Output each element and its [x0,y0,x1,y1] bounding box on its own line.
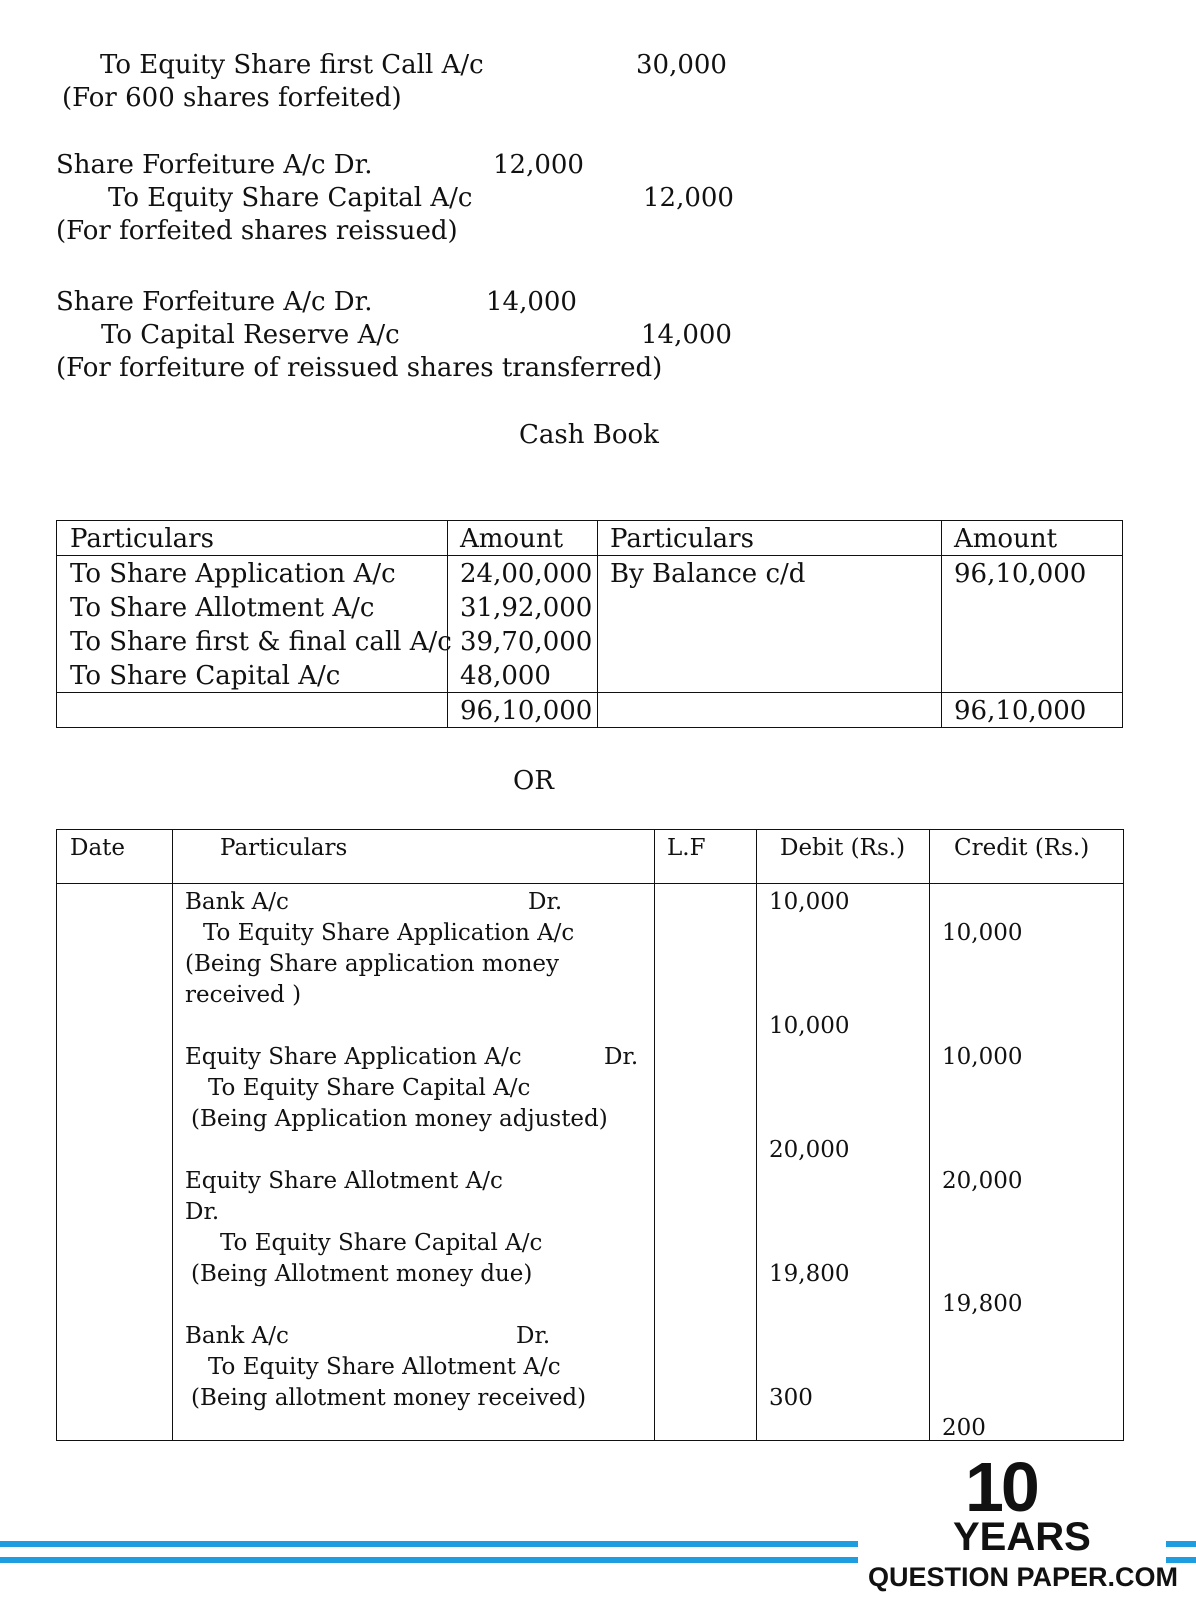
journal-entry3-debit-account: Equity Share Allotment A/c [185,1168,503,1194]
journal-entry3-narration: (Being Allotment money due) [191,1261,533,1287]
entry3-narration: (For forfeiture of reissued shares transferred) [56,353,663,383]
journal-header-particulars: Particulars [220,835,348,861]
cash-book-row-particulars: To Share first & final call A/c [70,627,452,657]
cash-book-right-particulars: By Balance c/d [610,559,806,589]
logo-number: 10 [965,1448,1037,1526]
journal-entry2-debit: 10,000 [769,1013,850,1039]
entry2-credit-line: To Equity Share Capital A/c [108,183,473,213]
journal-entry4-credit: 19,800 [942,1291,1023,1317]
entry2-narration: (For forfeited shares reissued) [56,216,458,246]
logo-years: YEARS [953,1515,1091,1559]
journal-header-credit: Credit (Rs.) [954,835,1090,861]
entry1-credit-line: To Equity Share first Call A/c [100,50,484,80]
entry3-credit-line: To Capital Reserve A/c [101,320,400,350]
cash-book-header-amount-right: Amount [954,524,1058,554]
journal-entry4-debit: 19,800 [769,1261,850,1287]
entry2-debit-line: Share Forfeiture A/c Dr. [56,150,373,180]
journal-header-lf: L.F [667,835,706,861]
journal-entry3-credit-account: To Equity Share Capital A/c [220,1230,543,1256]
cash-book-header-particulars-left: Particulars [70,524,214,554]
journal-entry4-dr: Dr. [516,1323,551,1349]
cash-book-header-particulars-right: Particulars [610,524,754,554]
cash-book-row-particulars: To Share Allotment A/c [70,593,375,623]
entry1-credit-amount: 30,000 [636,50,727,80]
entry2-debit-amount: 12,000 [493,150,584,180]
journal-entry3-dr: Dr. [185,1199,220,1225]
journal-entry2-dr: Dr. [604,1044,639,1070]
journal-extra-debit: 300 [769,1385,813,1411]
journal-header-debit: Debit (Rs.) [780,835,906,861]
cash-book-row-amount: 24,00,000 [460,559,593,589]
logo-stripe-right-top [1166,1541,1196,1547]
journal-entry1-narration-1: (Being Share application money [185,951,559,977]
journal-entry3-debit: 20,000 [769,1137,850,1163]
journal-entry1-dr: Dr. [528,889,563,915]
journal-entry1-credit: 10,000 [942,920,1023,946]
cash-book-row-amount: 39,70,000 [460,627,593,657]
or-label: OR [513,766,554,796]
cash-book-total-right: 96,10,000 [954,696,1087,726]
entry3-debit-line: Share Forfeiture A/c Dr. [56,287,373,317]
entry3-debit-amount: 14,000 [486,287,577,317]
entry3-credit-amount: 14,000 [641,320,732,350]
journal-entry4-credit-account: To Equity Share Allotment A/c [208,1354,561,1380]
journal-entry4-narration: (Being allotment money received) [191,1385,587,1411]
entry2-credit-amount: 12,000 [643,183,734,213]
cash-book-row-amount: 48,000 [460,661,551,691]
journal-entry2-credit: 10,000 [942,1044,1023,1070]
journal-entry1-narration-2: received ) [185,982,302,1008]
cash-book-right-amount: 96,10,000 [954,559,1087,589]
journal-entry1-credit-account: To Equity Share Application A/c [203,920,575,946]
journal-entry3-credit: 20,000 [942,1168,1023,1194]
cash-book-title: Cash Book [519,420,659,450]
cash-book-row-particulars: To Share Capital A/c [70,661,341,691]
cash-book-row-amount: 31,92,000 [460,593,593,623]
logo-site-name: QUESTION PAPER.COM [868,1562,1179,1592]
journal-header-date: Date [70,835,126,861]
journal-entry2-credit-account: To Equity Share Capital A/c [208,1075,531,1101]
journal-entry1-debit-account: Bank A/c [185,889,289,915]
cash-book-header-amount-left: Amount [460,524,564,554]
logo-stripe-top [0,1541,858,1547]
journal-extra-credit: 200 [942,1415,986,1441]
logo-stripe-bottom [0,1557,858,1563]
cash-book-total-left: 96,10,000 [460,696,593,726]
journal-entry4-debit-account: Bank A/c [185,1323,289,1349]
journal-entry2-narration: (Being Application money adjusted) [191,1106,608,1132]
journal-entry1-debit: 10,000 [769,889,850,915]
entry1-narration: (For 600 shares forfeited) [62,83,402,113]
cash-book-row-particulars: To Share Application A/c [70,559,396,589]
journal-entry2-debit-account: Equity Share Application A/c [185,1044,522,1070]
